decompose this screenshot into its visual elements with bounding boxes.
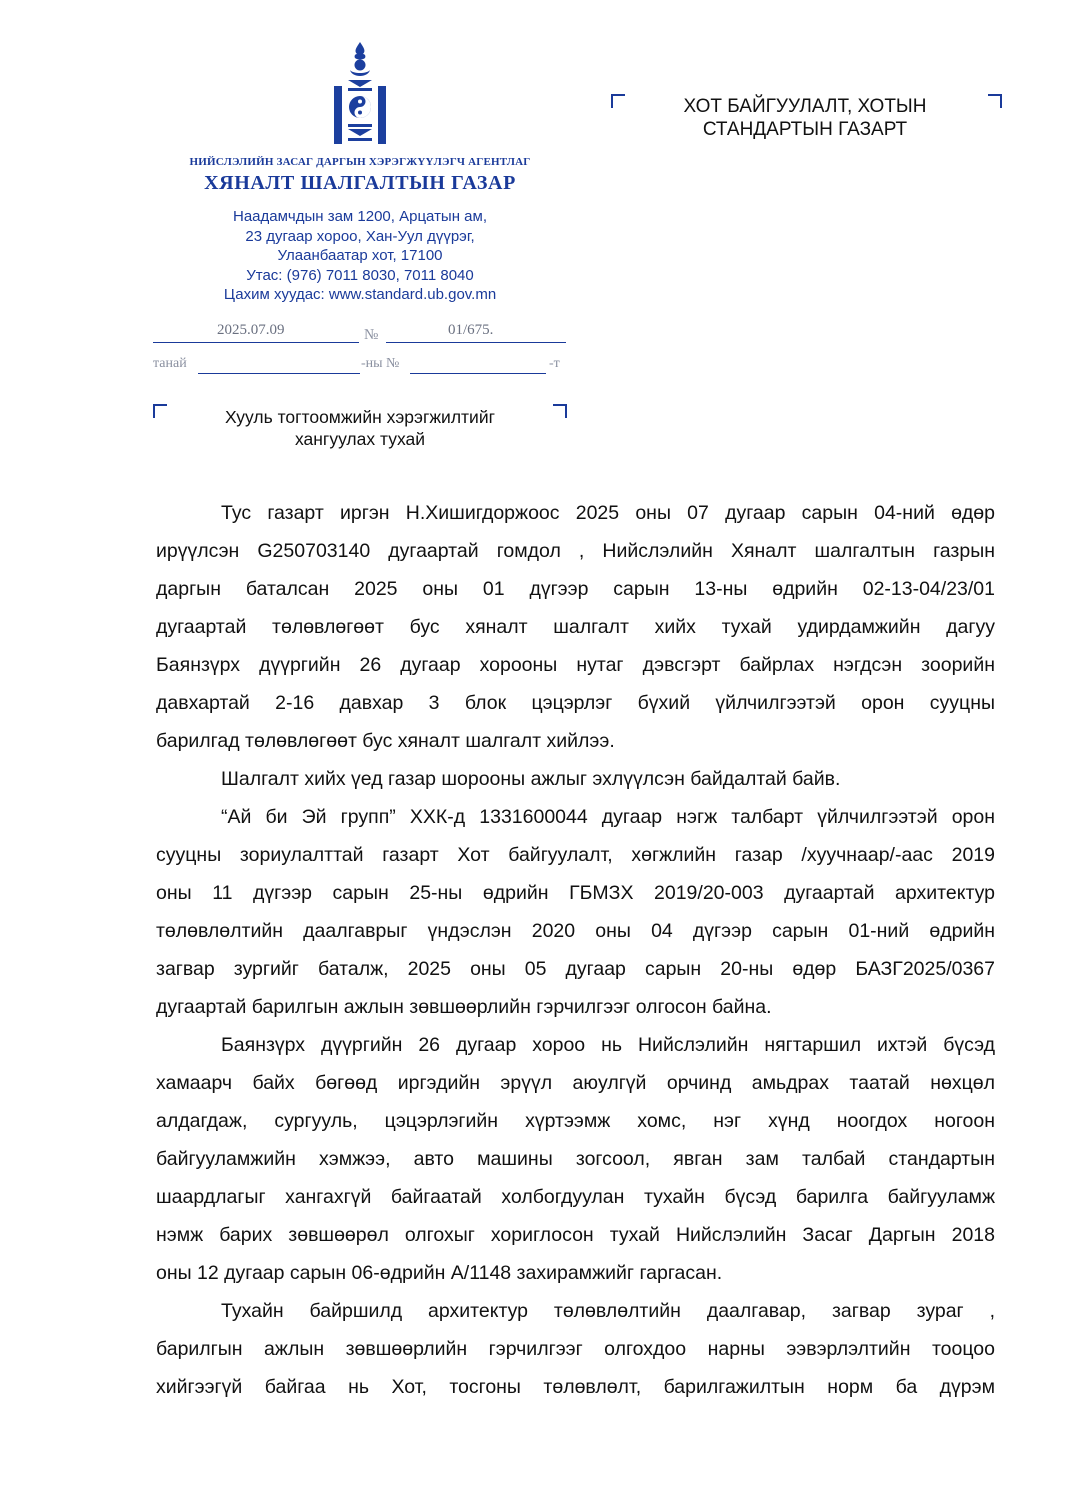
ref-prefix: танай bbox=[153, 356, 187, 371]
body-line: “Ай би Эй групп” ХХК-д 1331600044 дугаар нэгж талбарт үйлчилгээтэй орон bbox=[221, 806, 995, 828]
letter-number: 01/675. bbox=[448, 322, 494, 338]
body-line: Шалгалт хийх үед газар шорооны ажлыг эхлүүлсэн байдалтай байв. bbox=[221, 768, 841, 790]
body-line: даргын баталсан 2025 оны 01 дүгээр сарын 13-ны өдрийн 02-13-04/23/01 bbox=[156, 578, 995, 600]
body-line: загвар зургийг баталж, 2025 оны 05 дугаар сарын 20-ны өдөр БАЗГ2025/0367 bbox=[156, 958, 995, 980]
recipient-line: ХОТ БАЙГУУЛАЛТ, ХОТЫН bbox=[683, 96, 927, 117]
subject-line: Хууль тогтоомжийн хэрэгжилтийг bbox=[225, 407, 495, 427]
address-line: Улаанбаатар хот, 17100 bbox=[277, 247, 443, 264]
body-line: барилгад төлөвлөгөөт бус хяналт шалгалт хийлээ. bbox=[156, 730, 615, 752]
body-line: давхартай 2-16 давхар 3 блок цэцэрлэг бүхий үйлчилгээтэй орон сууцны bbox=[156, 692, 995, 714]
ref-number-underline bbox=[410, 373, 546, 374]
recipient-line: СТАНДАРТЫН ГАЗАРТ bbox=[702, 119, 908, 140]
soyombo-emblem-icon bbox=[328, 40, 392, 146]
recipient-corner-left bbox=[611, 94, 625, 108]
address-line: 23 дугаар хороо, Хан-Уул дүүрэг, bbox=[245, 227, 475, 245]
body-line: Баянзүрх дүүргийн 26 дугаар хорооны нутаг дэвсгэрт байрлах нэгдсэн зоорийн bbox=[156, 654, 995, 676]
body-line: нэмж барих зөвшөөрөл олгохыг хориглосон тухай Нийслэлийн Засаг Даргын 2018 bbox=[156, 1224, 995, 1246]
agency-line: НИЙСЛЭЛИЙН ЗАСАГ ДАРГЫН ХЭРЭГЖҮҮЛЭГЧ АГЕНТЛАГ bbox=[189, 156, 531, 168]
number-underline bbox=[386, 342, 566, 343]
ref-underline bbox=[198, 373, 360, 374]
body-line: хийгээгүй байгаа нь Хот, тосгоны төлөвлөлт, барилгажилтын норм ба дүрэм bbox=[156, 1376, 995, 1398]
website-line: Цахим хуудас: www.standard.ub.gov.mn bbox=[223, 286, 497, 303]
address-block bbox=[150, 207, 570, 305]
body-line: алдагдаж, сургууль, цэцэрлэгийн хүртээмж хомс, нэг хүнд ноогдох ногоон bbox=[156, 1110, 995, 1132]
ref-mid: -ны № bbox=[361, 356, 400, 371]
organization-name: ХЯНАЛТ ШАЛГАЛТЫН ГАЗАР bbox=[204, 172, 516, 194]
subject-corner-right bbox=[553, 404, 567, 418]
subject-block bbox=[170, 406, 550, 450]
date-underline bbox=[153, 342, 359, 343]
body-line: сууцны зориулалттай газарт Хот байгуулалт, хөгжлийн газар /хуучнаар/-аас 2019 bbox=[156, 844, 995, 866]
phone-line: Утас: (976) 7011 8030, 7011 8040 bbox=[246, 266, 474, 284]
ref-suffix: -т bbox=[549, 356, 560, 371]
body-line: ирүүлсэн G250703140 дугаартай гомдол , Нийслэлийн Хяналт шалгалтын газрын bbox=[156, 540, 995, 562]
number-label: № bbox=[364, 327, 379, 343]
address-line: Наадамчдын зам 1200, Арцатын ам, bbox=[232, 208, 487, 225]
recipient-block bbox=[640, 95, 970, 141]
letter-body bbox=[156, 494, 995, 1406]
body-line: оны 11 дүгээр сарын 25-ны өдрийн ГБМЗХ 2019/20-003 дугаартай архитектур bbox=[156, 882, 995, 904]
body-line: дугаартай барилгын ажлын зөвшөөрлийн гэрчилгээг олгосон байна. bbox=[156, 996, 772, 1018]
subject-line: хангуулах тухай bbox=[294, 429, 426, 449]
body-line: шаардлагыг хангахгүй байгаатай холбогдуулан тухайн бүсэд барилга байгууламж bbox=[156, 1186, 995, 1208]
body-line: Тухайн байршилд архитектур төлөвлөлтийн даалгавар, загвар зураг , bbox=[221, 1300, 995, 1322]
body-line: дугаартай төлөвлөгөөт бус хяналт шалгалт хийх тухай удирдамжийн дагуу bbox=[156, 616, 995, 638]
recipient-corner-right bbox=[988, 94, 1002, 108]
body-line: оны 12 дугаар сарын 06-өдрийн А/1148 захирамжийг гаргасан. bbox=[156, 1262, 723, 1284]
body-line: байгууламжийн хэмжээ, авто машины зогсоол, явган зам талбай стандартын bbox=[156, 1148, 995, 1170]
body-line: хамаарч байх бөгөөд иргэдийн эрүүл аюулгүй орчинд амьдрах таатай нөхцөл bbox=[156, 1072, 995, 1094]
body-line: барилгын ажлын зөвшөөрлийн гэрчилгээг олгохдоо нарны ээвэрлэлтийн тооцоо bbox=[156, 1338, 995, 1360]
body-line: Тус газарт иргэн Н.Хишигдоржоос 2025 оны 07 дугаар сарын 04-ний өдөр bbox=[221, 502, 995, 524]
body-line: Баянзүрх дүүргийн 26 дугаар хороо нь Нийслэлийн нягтаршил ихтэй бүсэд bbox=[221, 1034, 995, 1056]
letter-date: 2025.07.09 bbox=[217, 322, 285, 338]
body-line: төлөвлөлтийн даалгаврыг үндэслэн 2020 оны 04 дүгээр сарын 01-ний өдрийн bbox=[156, 920, 995, 942]
subject-corner-left bbox=[153, 404, 167, 418]
